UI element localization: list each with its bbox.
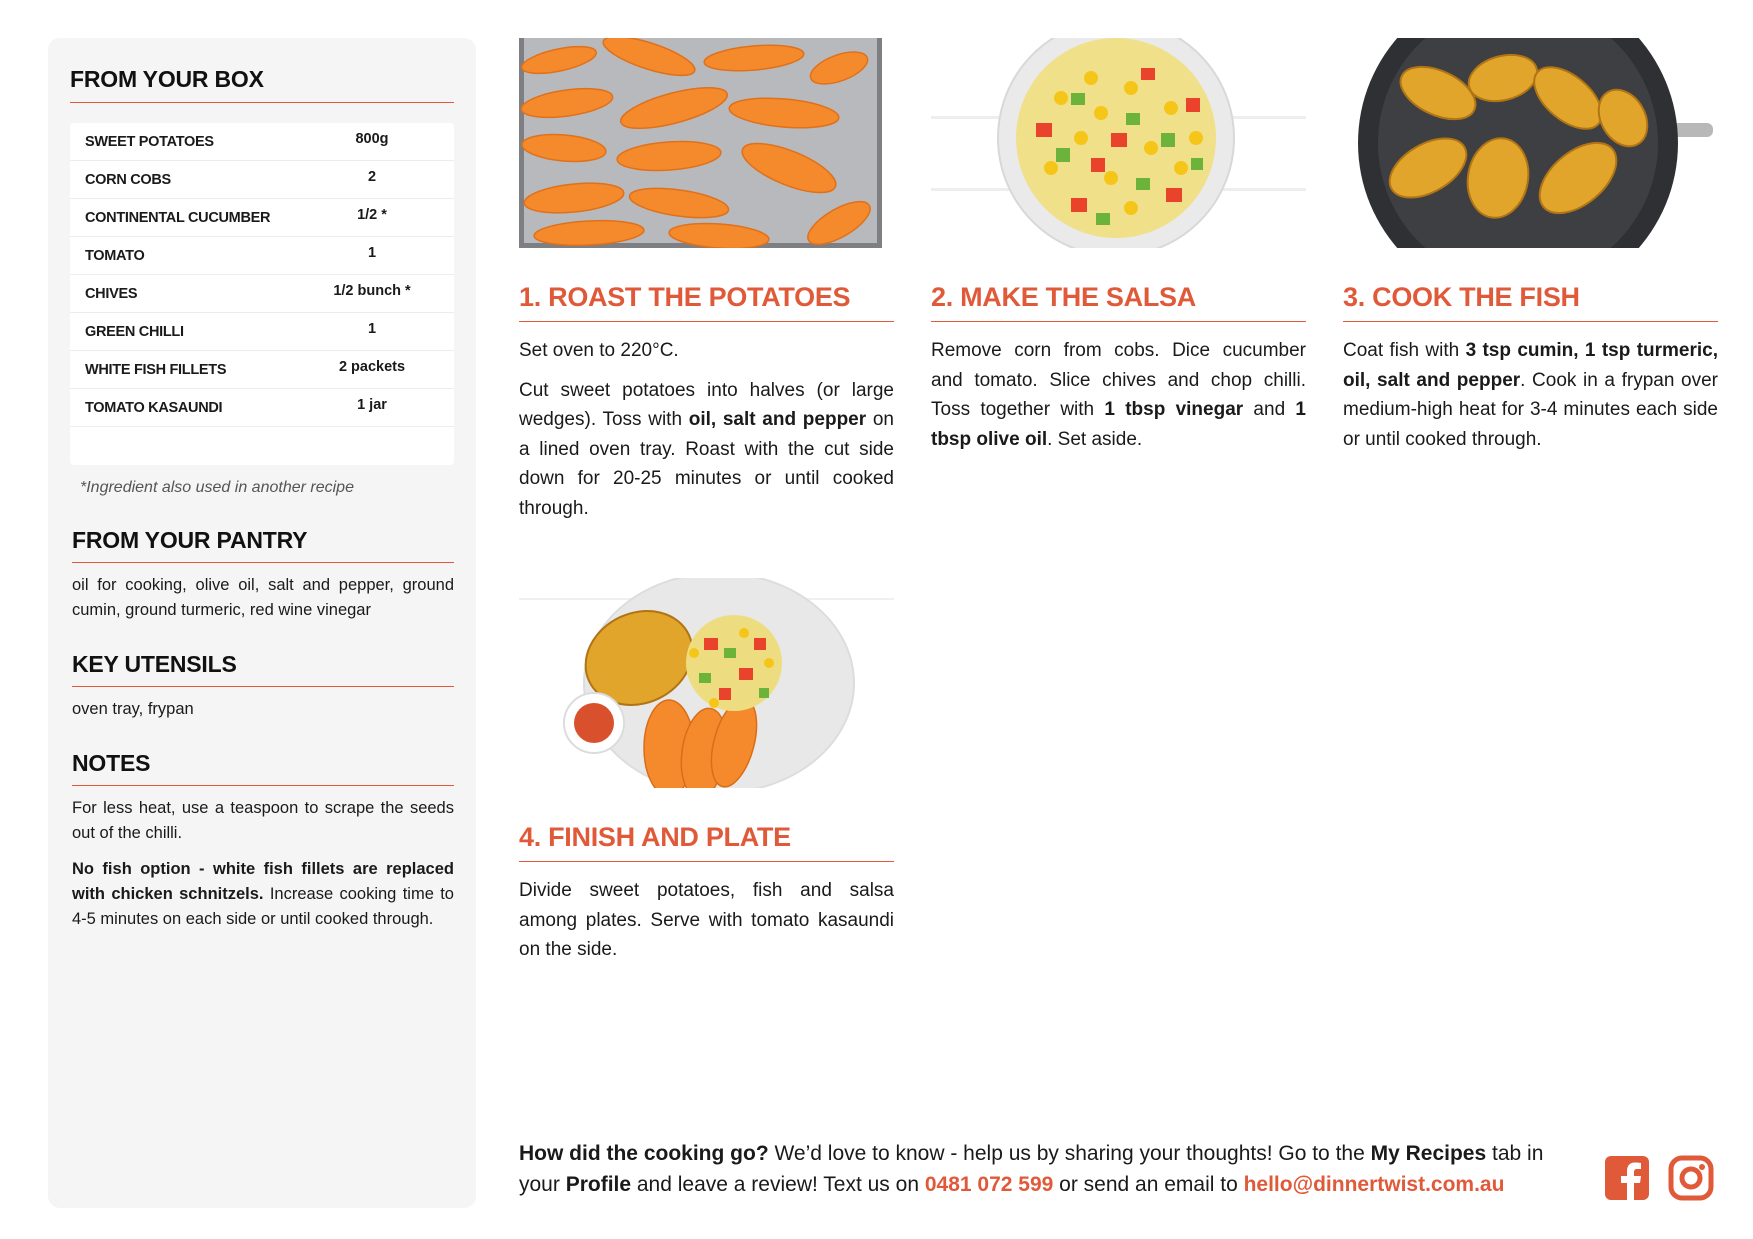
notes-bold: No fish option - white fish fillets are replaced with chicken schnitzels. — [72, 860, 454, 903]
table-row — [70, 275, 454, 313]
step-4-text: Divide sweet potatoes, fish and salsa among plates. Serve with tomato kasaundi on the side. — [519, 880, 894, 960]
ingredient-qty: 1/2 bunch * — [333, 282, 411, 299]
text-run: and — [1243, 399, 1296, 420]
text-run: Remove corn from cobs. Dice cucumber and tomato. Slice chives and chop chilli. Toss together with — [931, 340, 1306, 420]
step-4 — [519, 578, 894, 965]
footnote: *Ingredient also used in another recipe — [80, 479, 354, 496]
ingredient-qty: 1 — [367, 244, 377, 261]
text-run: We’d love to know - help us by sharing your thoughts! Go to the — [768, 1142, 1371, 1165]
step-3 — [1343, 38, 1718, 454]
ingredient-name: CONTINENTAL CUCUMBER — [85, 209, 271, 226]
notes-text-1: For less heat, use a teaspoon to scrape the seeds out of the chilli. — [72, 799, 454, 842]
salsa-image — [931, 38, 1306, 248]
step-2-title: 2. MAKE THE SALSA — [931, 282, 1306, 322]
step-1-title: 1. ROAST THE POTATOES — [519, 282, 894, 322]
roast-potatoes-image — [519, 38, 894, 248]
phone-link[interactable]: 0481 072 599 — [924, 1173, 1054, 1196]
ingredient-qty: 1 — [367, 320, 377, 337]
table-row — [70, 199, 454, 237]
notes-text-2 — [72, 857, 454, 932]
finish-plate-image — [519, 578, 894, 788]
text-run: on a lined oven tray. Roast with the cut side down for 20-25 minutes or until cooked through. — [519, 409, 894, 519]
instagram-icon[interactable] — [1668, 1155, 1714, 1201]
ingredient-name: SWEET POTATOES — [85, 133, 214, 150]
step-2 — [931, 38, 1306, 454]
text-bold: 1 tbsp olive oil — [931, 399, 1306, 450]
ingredient-name: CORN COBS — [85, 171, 171, 188]
table-row — [70, 161, 454, 199]
box-heading: FROM YOUR BOX — [70, 66, 454, 103]
ingredient-qty: 1 jar — [357, 396, 387, 413]
text-run: . Set aside. — [1047, 428, 1143, 450]
text-bold: 3 tsp cumin, 1 tsp turmeric, oil, salt and pepper — [1343, 340, 1718, 391]
step-3-text — [1343, 336, 1718, 454]
step-2-text — [931, 336, 1306, 454]
step-4-title: 4. FINISH AND PLATE — [519, 822, 894, 862]
ingredients-sidebar — [48, 38, 476, 1208]
table-row — [70, 123, 454, 161]
ingredient-name: CHIVES — [85, 285, 138, 302]
text-run: . Cook in a frypan over medium-high heat for 3-4 minutes each side or until cooked through. — [1343, 369, 1718, 450]
notes-heading: NOTES — [72, 750, 454, 786]
ingredient-name: TOMATO — [85, 247, 145, 264]
pantry-heading: FROM YOUR PANTRY — [72, 527, 454, 563]
text-run: Coat fish with — [1343, 340, 1466, 361]
ingredient-qty: 800g — [355, 130, 389, 147]
table-row — [70, 313, 454, 351]
table-row — [70, 237, 454, 275]
ingredient-name: TOMATO KASAUNDI — [85, 399, 223, 416]
ingredient-qty: 2 — [367, 168, 377, 185]
table-row — [70, 389, 454, 427]
step-1-text-2 — [519, 376, 894, 524]
my-recipes-label: My Recipes — [1370, 1142, 1487, 1165]
notes-rest: Increase cooking time to 4-5 minutes on each side or until cooked through. — [72, 885, 454, 928]
social-links — [1604, 1155, 1714, 1201]
text-run: tab in your — [519, 1142, 1544, 1196]
table-row — [70, 351, 454, 389]
ingredient-name: WHITE FISH FILLETS — [85, 361, 227, 378]
text-run: or send an email to — [1053, 1173, 1244, 1196]
email-link[interactable]: hello@dinnertwist.com.au — [1243, 1173, 1505, 1196]
text-run: Cut sweet potatoes into halves (or large wedges). Toss with — [519, 379, 894, 430]
utensils-text: oven tray, frypan — [72, 700, 194, 718]
text-run: and leave a review! Text us on — [631, 1173, 925, 1196]
text-bold: oil, salt and pepper — [688, 409, 867, 430]
footer-question: How did the cooking go? — [519, 1142, 769, 1165]
cook-fish-image — [1343, 38, 1718, 248]
ingredients-table — [70, 123, 454, 465]
ingredient-qty: 1/2 * — [357, 206, 387, 223]
ingredient-qty: 2 packets — [338, 358, 406, 375]
utensils-heading: KEY UTENSILS — [72, 651, 454, 687]
step-1 — [519, 38, 894, 523]
text-bold: 1 tbsp vinegar — [1104, 399, 1244, 420]
profile-label: Profile — [565, 1173, 632, 1196]
table-row-empty — [70, 427, 454, 465]
step-1-text-1: Set oven to 220°C. — [519, 340, 679, 361]
ingredient-name: GREEN CHILLI — [85, 323, 184, 340]
step-3-title: 3. COOK THE FISH — [1343, 282, 1718, 322]
facebook-icon[interactable] — [1604, 1155, 1650, 1201]
pantry-text: oil for cooking, olive oil, salt and pepper, ground cumin, ground turmeric, red wine vinegar — [72, 576, 454, 619]
feedback-footer — [519, 1138, 1579, 1200]
